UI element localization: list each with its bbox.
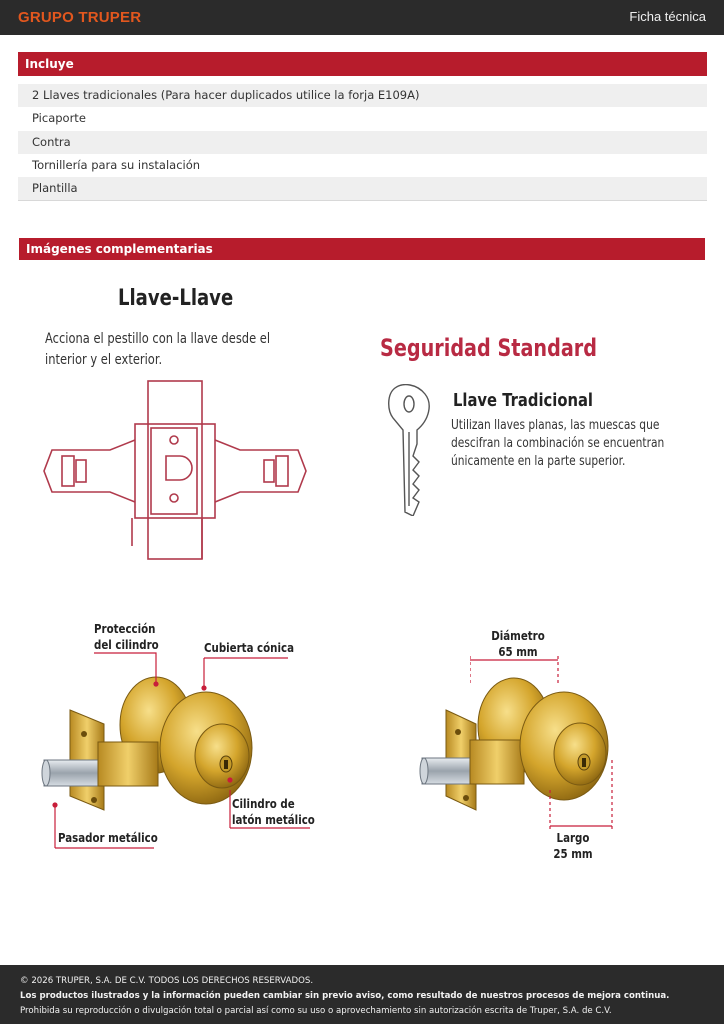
callout-proteccion [94, 621, 159, 653]
callout-diametro [484, 628, 553, 660]
callout-text: 65 mm [498, 644, 538, 659]
top-bar [0, 0, 724, 35]
callout-text: del cilindro [94, 637, 159, 652]
key-icon [385, 384, 437, 516]
callout-largo [548, 830, 599, 862]
callout-text: 25 mm [553, 846, 593, 861]
list-item: Tornillería para su instalación [32, 157, 201, 172]
callout-text: Diámetro [491, 628, 545, 643]
llave-tradicional-title: Llave Tradicional [453, 390, 593, 411]
llave-tradicional-description [451, 417, 664, 471]
description-line: descifran la combinación se encuentran [451, 436, 665, 451]
callout-text: latón metálico [232, 812, 315, 827]
list-item: 2 Llaves tradicionales (Para hacer duplicados utilice la forja E109A) [18, 84, 707, 107]
description-line: interior y el exterior. [45, 352, 163, 368]
description-line: únicamente en la parte superior. [451, 454, 626, 469]
callout-cilindro [232, 796, 315, 828]
list-item: Contra [18, 131, 707, 154]
imagenes-section-title: Imágenes complementarias [19, 238, 705, 260]
list-item: Picaporte [32, 111, 86, 126]
incluye-section-title: Incluye [18, 52, 707, 76]
brand-logo: GRUPO TRUPER [18, 9, 142, 26]
divider [18, 200, 707, 201]
callout-text: Protección [94, 621, 156, 636]
callout-text: Largo [556, 830, 590, 845]
document-type: Ficha técnica [629, 9, 706, 24]
dimension-lines [470, 650, 620, 840]
seguridad-title: Seguridad Standard [380, 334, 597, 362]
llave-llave-title: Llave-Llave [118, 286, 234, 311]
list-item: Plantilla [18, 177, 707, 200]
footer-copyright: © 2026 TRUPER, S.A. DE C.V. TODOS LOS DERECHOS RESERVADOS. [20, 976, 314, 986]
callout-cubierta: Cubierta cónica [204, 640, 294, 655]
incluye-list [18, 84, 707, 200]
lock-diagram [40, 378, 312, 562]
footer-legal: Prohibida su reproducción o divulgación total o parcial así como su uso o aprovechamiento sin autorización escrita de Truper, S.A. de C.V. [20, 1006, 612, 1016]
footer-disclaimer: Los productos ilustrados y la información pueden cambiar sin previo aviso, como resultado de nuestros procesos de mejora continua. [20, 991, 670, 1001]
description-line: Acciona el pestillo con la llave desde el [45, 331, 271, 347]
description-line: Utilizan llaves planas, las muescas que [451, 418, 660, 433]
callout-text: Cilindro de [232, 796, 295, 811]
llave-llave-description [45, 329, 270, 371]
footer [0, 965, 724, 1024]
callout-pasador: Pasador metálico [58, 830, 158, 845]
